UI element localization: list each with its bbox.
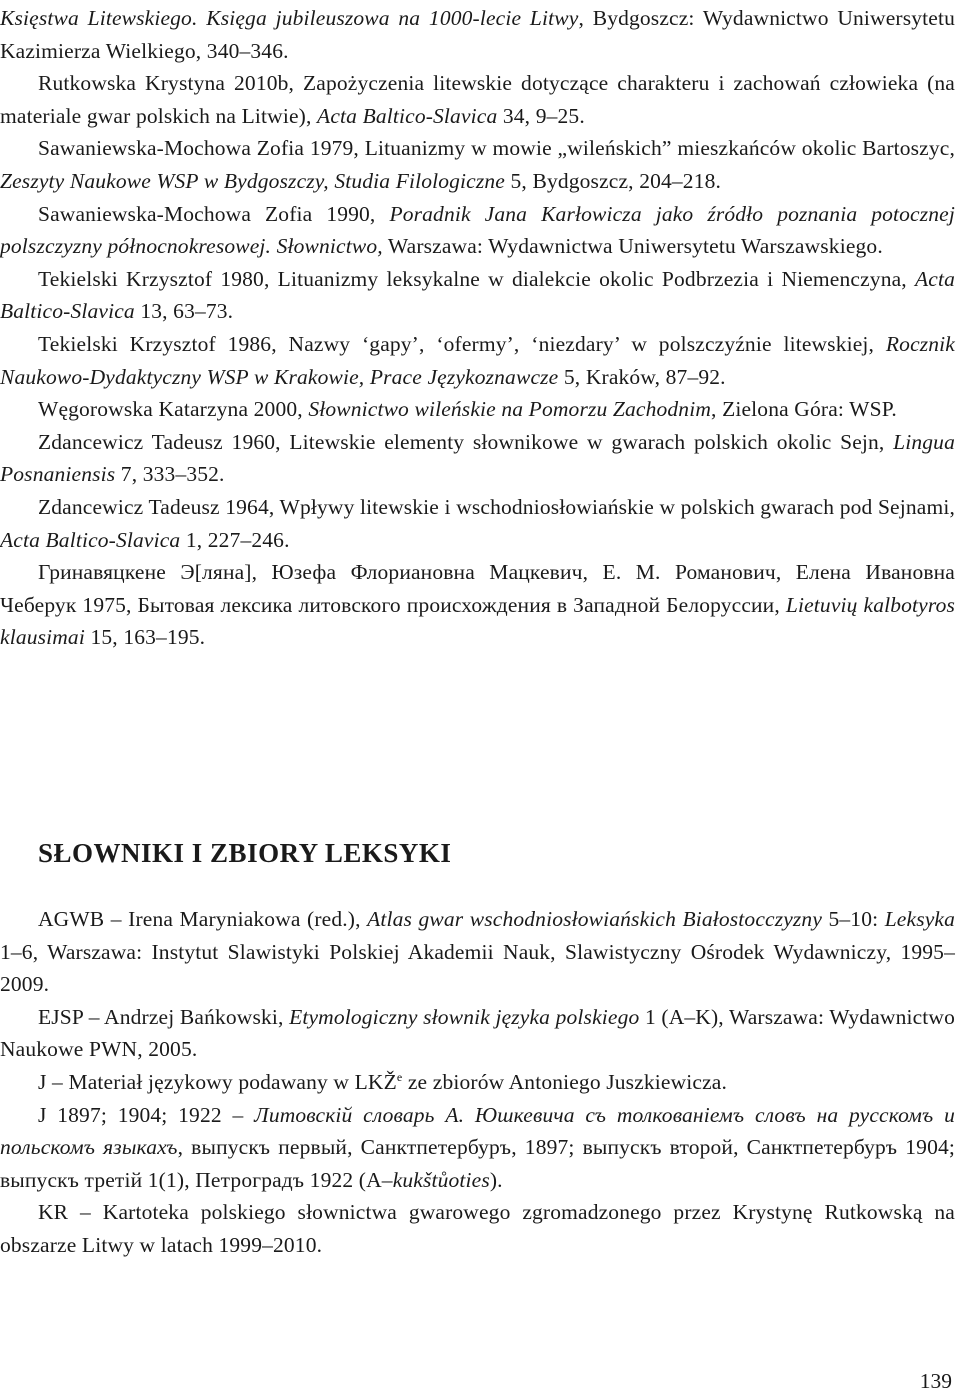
reference-entry xyxy=(0,328,955,393)
reference-text: Гринавяцкене Э[ляна], Юзефа Флориановна Мацкевич, Е. М. Романович, Елена Ивановна Чеберук 1975, Бытовая лексика литовского происхождения в Западной Белоруссии, xyxy=(0,560,955,617)
italic-title-text: Słownictwo wileńskie na Pomorzu Zachodnim xyxy=(308,397,712,422)
reference-text: 1–6, Warszawa: Instytut Slawistyki Polskiej Akademii Nauk, Slawistyczny Ośrodek Wydawniczy, 1995–2009. xyxy=(0,939,955,997)
reference-text: 15, 163–195. xyxy=(84,625,206,650)
reference-text: Sawaniewska-Mochowa Zofia 1990, xyxy=(38,201,390,226)
reference-text: Tekielski Krzysztof 1986, Nazwy ‘gapy’, ‘ofermy’, ‘niezdary’ w polszczyźnie litewskiej, xyxy=(38,331,886,356)
reference-text: J – Materiał językowy podawany w LKŽ xyxy=(38,1069,397,1094)
reference-text: , Zielona Góra: WSP. xyxy=(711,397,897,422)
reference-entry xyxy=(0,2,955,67)
italic-title-text: Etymologiczny słownik języka polskiego xyxy=(289,1004,640,1029)
reference-entry xyxy=(0,491,955,556)
reference-entry xyxy=(0,263,955,328)
reference-text: KR – Kartoteka polskiego słownictwa gwarowego zgromadzonego przez Krystynę Rutkowską na obszarze Litwy w latach 1999–2010. xyxy=(0,1200,955,1257)
reference-text: Rutkowska Krystyna 2010b, Zapożyczenia litewskie dotyczące charakteru i zachowań człowieka (na materiale gwar polskich na Litwie), xyxy=(0,71,955,128)
superscript-text: e xyxy=(396,1069,403,1084)
section-heading: SŁOWNIKI I ZBIORY LEKSYKI xyxy=(38,838,452,868)
reference-text: Zdancewicz Tadeusz 1964, Wpływy litewskie i wschodniosłowiańskie w polskich gwarach pod Sejnami, xyxy=(38,494,955,519)
italic-title-text: Rocznik Naukowo-Dydaktyczny WSP w Krakowie, Prace Językoznawcze xyxy=(0,331,955,389)
reference-entry xyxy=(0,393,955,426)
reference-text: Warszawa: Wydawnictwa Uniwersytetu Warszawskiego. xyxy=(382,234,883,259)
dictionary-list xyxy=(0,903,955,1262)
reference-text: 5–10: xyxy=(822,907,885,931)
reference-text: 13, 63–73. xyxy=(134,299,234,324)
italic-title-text: Poradnik Jana Karłowicza jako źródło poznania potocznej polszczyzny północnokresowej. Słownictwo, xyxy=(0,201,955,259)
reference-text: Sawaniewska-Mochowa Zofia 1979, Lituanizmy w mowie „wileńskich” mieszkańców okolic Bartoszyc, xyxy=(38,136,955,161)
dictionary-entry xyxy=(0,1066,955,1099)
reference-text: 5, Bydgoszcz, 204–218. xyxy=(504,168,722,193)
italic-title-text: kukštůoties xyxy=(392,1167,490,1192)
reference-text: , выпускъ первый, Санктпетербуръ, 1897; выпускъ второй, Санктпетербуръ 1904; выпускъ третiй 1(1), Петроградъ 1922 (A– xyxy=(0,1135,955,1192)
reference-text: Zdancewicz Tadeusz 1960, Litewskie elementy słownikowe w gwarach polskich okolic Sejn, xyxy=(38,429,894,454)
reference-text: Tekielski Krzysztof 1980, Lituanizmy leksykalne w dialekcie okolic Podbrzezia i Niemenczyna, xyxy=(38,266,915,291)
dictionary-entry xyxy=(0,1001,955,1066)
reference-text: ). xyxy=(489,1167,503,1192)
reference-text: ze zbiorów Antoniego Juszkiewicza. xyxy=(402,1069,728,1094)
page-number: 139 xyxy=(919,1369,952,1393)
italic-title-text: Leksyka xyxy=(884,907,955,931)
reference-entry xyxy=(0,556,955,654)
italic-title-text: Księstwa Litewskiego. Księga jubileuszowa na 1000-lecie Litwy xyxy=(0,6,579,30)
reference-entry xyxy=(0,426,955,491)
italic-title-text: Литовскiй словарь А. Юшкевича съ толкованiемъ словъ на русскомъ и польскомъ языкахъ xyxy=(0,1102,955,1160)
reference-text: J 1897; 1904; 1922 – xyxy=(38,1102,255,1127)
reference-entry xyxy=(0,132,955,197)
reference-text: EJSP – Andrzej Bańkowski, xyxy=(38,1004,290,1029)
reference-text: 34, 9–25. xyxy=(497,103,585,128)
reference-entry xyxy=(0,198,955,263)
bibliography-list xyxy=(0,2,955,654)
italic-title-text: Lietuvių kalbotyros klausimai xyxy=(0,592,956,650)
italic-title-text: Acta Baltico-Slavica xyxy=(317,103,498,128)
reference-text: Węgorowska Katarzyna 2000, xyxy=(38,397,309,422)
dictionary-entry xyxy=(0,903,955,1001)
reference-entry xyxy=(0,67,955,132)
dictionary-entry xyxy=(0,1196,955,1261)
reference-text: 5, Kraków, 87–92. xyxy=(558,364,726,389)
reference-text: AGWB – Irena Maryniakowa (red.), xyxy=(38,907,368,931)
italic-title-text: Acta Baltico-Slavica xyxy=(0,527,181,552)
italic-title-text: Atlas gwar wschodniosłowiańskich Białostocczyzny xyxy=(367,907,823,931)
italic-title-text: Lingua Posnaniensis xyxy=(0,429,955,487)
reference-text: 1 (A–K), Warszawa: Wydawnictwo Naukowe PWN, 2005. xyxy=(0,1004,955,1062)
reference-text: , Bydgoszcz: Wydawnictwo Uniwersytetu Kazimierza Wielkiego, 340–346. xyxy=(0,6,955,63)
dictionary-entry xyxy=(0,1099,955,1197)
reference-text: 7, 333–352. xyxy=(115,462,225,487)
italic-title-text: Acta Baltico-Slavica xyxy=(0,266,955,324)
reference-text: 1, 227–246. xyxy=(180,527,290,552)
italic-title-text: Zeszyty Naukowe WSP w Bydgoszczy, Studia Filologiczne xyxy=(0,168,505,193)
